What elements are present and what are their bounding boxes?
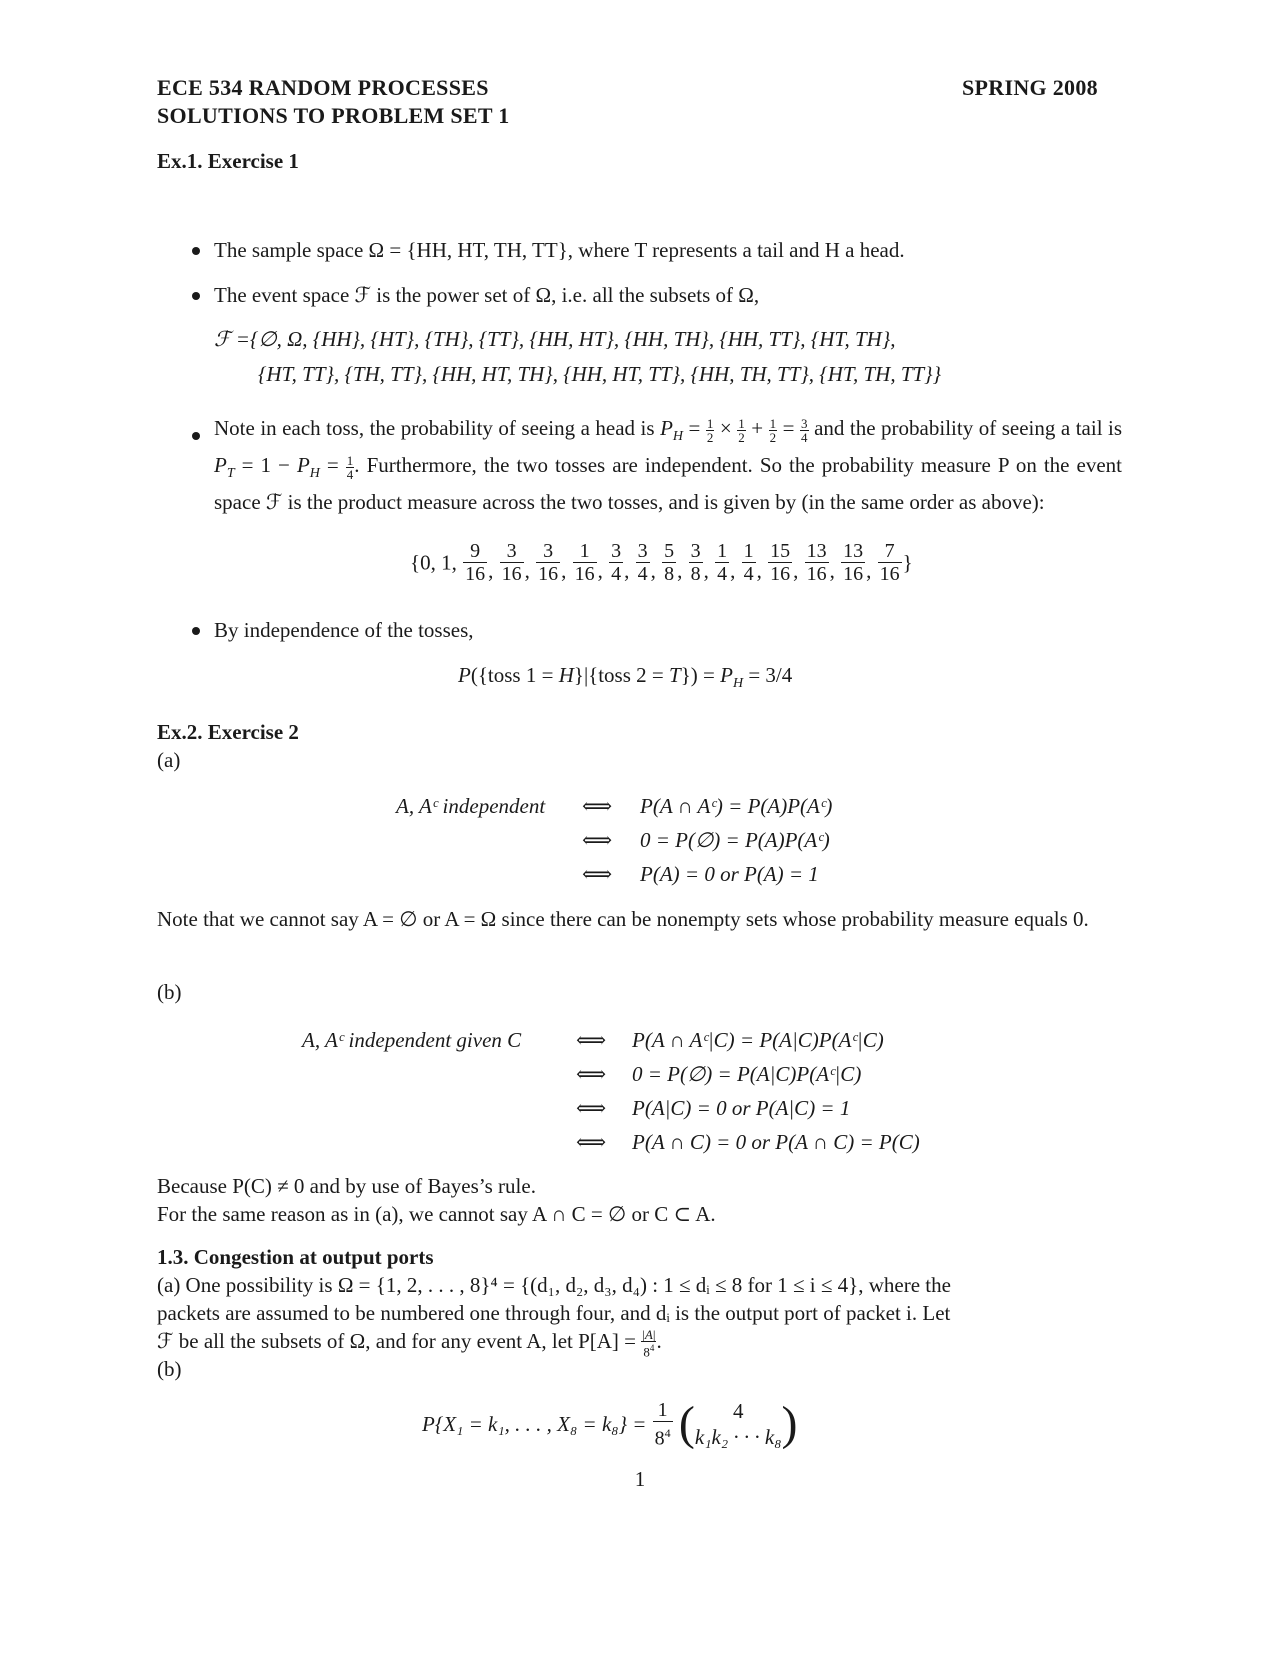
ex2-b-row-2: 0 = P(∅) = P(A|C)P(Aᶜ|C) <box>632 1062 862 1086</box>
sec13-a-line-1: (a) One possibility is Ω = {1, 2, . . . , 8}⁴ = {(d₁, d₂, d₃, d₄) : 1 ≤ dᵢ ≤ 8 for 1 ≤ i ≤ 4}, where the <box>157 1273 951 1297</box>
ex1-heading: Ex.1. Exercise 1 <box>157 149 299 173</box>
ex2-part-b-label: (b) <box>157 980 182 1004</box>
probability-fraction: $\frac{3}{16}$ <box>501 540 522 585</box>
probability-fraction: $\frac{9}{16}$ <box>465 540 486 585</box>
probability-fraction: $\frac{13}{16}$ <box>806 540 827 585</box>
bullet-icon <box>192 627 200 635</box>
ex1-bullet-probability: Note in each toss, the probability of seeing a head is $P_H$ = $\frac{1}{2}$ × $\frac{1}{2}$ + $\frac{1}{2}$ = $\frac{3}{4}$ and the probability of seeing a tail is $P_T = 1 - P_H$ = $\frac{1}{4}$ . Furthermore, the two tosses are independent. So the probability measure P on the event space ℱ is the product measure across the two tosses, and is given by (in the same order as above): <box>214 415 1123 515</box>
bullet-icon <box>192 247 200 255</box>
probability-fraction: $\frac{1}{4}$ <box>743 540 754 585</box>
ex1-bullet-sample-space: The sample space Ω = {HH, HT, TH, TT}, where T represents a tail and H a head. <box>214 238 905 262</box>
ex2-b-lhs: A, Aᶜ independent given C <box>302 1028 522 1052</box>
course-title: ECE 534 RANDOM PROCESSES <box>157 75 489 100</box>
probability-fraction: $\frac{7}{16}$ <box>879 540 900 585</box>
sec13-part-b-label: (b) <box>157 1357 182 1381</box>
probability-fraction: $\frac{1}{16}$ <box>574 540 595 585</box>
probability-fraction: $\frac{5}{8}$ <box>664 540 675 585</box>
sec13-b-equation: P{X₁ = k₁, . . . , X₈ = k₈} = $\frac{1}{8^4}$ ( 4 k₁k₂ · · · k₈ ) <box>422 1397 798 1450</box>
probability-fraction: $\frac{3}{16}$ <box>538 540 559 585</box>
ex2-b-note-2: For the same reason as in (a), we cannot say A ∩ C = ∅ or C ⊂ A. <box>157 1202 716 1226</box>
bullet-icon <box>192 292 200 300</box>
document-subtitle: SOLUTIONS TO PROBLEM SET 1 <box>157 103 510 128</box>
term-label: SPRING 2008 <box>962 75 1098 100</box>
ex2-b-row-3: P(A|C) = 0 or P(A|C) = 1 <box>632 1096 851 1120</box>
bullet-icon <box>192 432 200 440</box>
event-space-line-2: {HT, TT}, {TH, TT}, {HH, HT, TH}, {HH, HT, TT}, {HH, TH, TT}, {HT, TH, TT}} <box>258 362 941 386</box>
probability-list: {0, 1, $\frac{9}{16}$ , $\frac{3}{16}$ , $\frac{3}{16}$ , $\frac{1}{16}$ , $\frac{3}{4}$ , $\frac{3}{4}$ , $\frac{5}{8}$ , $\frac{3}{8}$ , $\frac{1}{4}$ , $\frac{1}{4}$ , $\frac{15}{16}$ , $\frac{13}{16}$ , $\frac{13}{16}$ , $\frac{7}{16}$ } <box>410 540 913 585</box>
sec13-a-line-3: ℱ be all the subsets of Ω, and for any event A, let P[A] = $\frac{|A|}{8^4}$ . <box>157 1327 662 1360</box>
ex2-a-note: Note that we cannot say A = ∅ or A = Ω since there can be nonempty sets whose probability measure equals 0. <box>157 907 1089 931</box>
iff-icon: ⟺ <box>576 1028 607 1052</box>
ex2-a-row-1: P(A ∩ Aᶜ) = P(A)P(Aᶜ) <box>640 794 833 818</box>
ex2-heading: Ex.2. Exercise 2 <box>157 720 299 744</box>
probability-fraction: $\frac{1}{4}$ <box>717 540 728 585</box>
probability-fraction: $\frac{3}{8}$ <box>690 540 701 585</box>
sec13-b-lhs: P{X₁ = k₁, . . . , X₈ = k₈} = <box>422 1412 647 1436</box>
probability-fraction: $\frac{13}{16}$ <box>843 540 864 585</box>
ex1-bullet-independence: By independence of the tosses, <box>214 618 474 642</box>
ex2-b-row-1: P(A ∩ Aᶜ|C) = P(A|C)P(Aᶜ|C) <box>632 1028 884 1052</box>
iff-icon: ⟺ <box>582 862 613 886</box>
probability-fraction: $\frac{3}{4}$ <box>611 540 622 585</box>
ex2-b-note-1: Because P(C) ≠ 0 and by use of Bayes’s rule. <box>157 1174 536 1198</box>
event-space-line-1: ℱ ={∅, Ω, {HH}, {HT}, {TH}, {TT}, {HH, HT}, {HH, TH}, {HH, TT}, {HT, TH}, <box>214 327 896 351</box>
iff-icon: ⟺ <box>582 828 613 852</box>
ex2-b-row-4: P(A ∩ C) = 0 or P(A ∩ C) = P(C) <box>632 1130 920 1154</box>
probability-fraction: $\frac{3}{4}$ <box>637 540 648 585</box>
iff-icon: ⟺ <box>576 1130 607 1154</box>
sec13-heading: 1.3. Congestion at output ports <box>157 1245 434 1269</box>
ex2-a-lhs: A, Aᶜ independent <box>396 794 546 818</box>
iff-icon: ⟺ <box>582 794 613 818</box>
iff-icon: ⟺ <box>576 1096 607 1120</box>
conditional-probability-equation: P({toss 1 = H}|{toss $2 = T\}) = P_H = 3/4$ <box>458 663 793 692</box>
ex2-a-row-2: 0 = P(∅) = P(A)P(Aᶜ) <box>640 828 830 852</box>
page-number: 1 <box>634 1467 646 1491</box>
probability-fraction: $\frac{15}{16}$ <box>770 540 791 585</box>
ex2-part-a-label: (a) <box>157 748 181 772</box>
ex1-bullet-event-space: The event space ℱ is the power set of Ω, i.e. all the subsets of Ω, <box>214 283 760 307</box>
ex2-a-row-3: P(A) = 0 or P(A) = 1 <box>640 862 819 886</box>
iff-icon: ⟺ <box>576 1062 607 1086</box>
sec13-a-line-2: packets are assumed to be numbered one through four, and dᵢ is the output port of packet i. Let <box>157 1301 951 1325</box>
